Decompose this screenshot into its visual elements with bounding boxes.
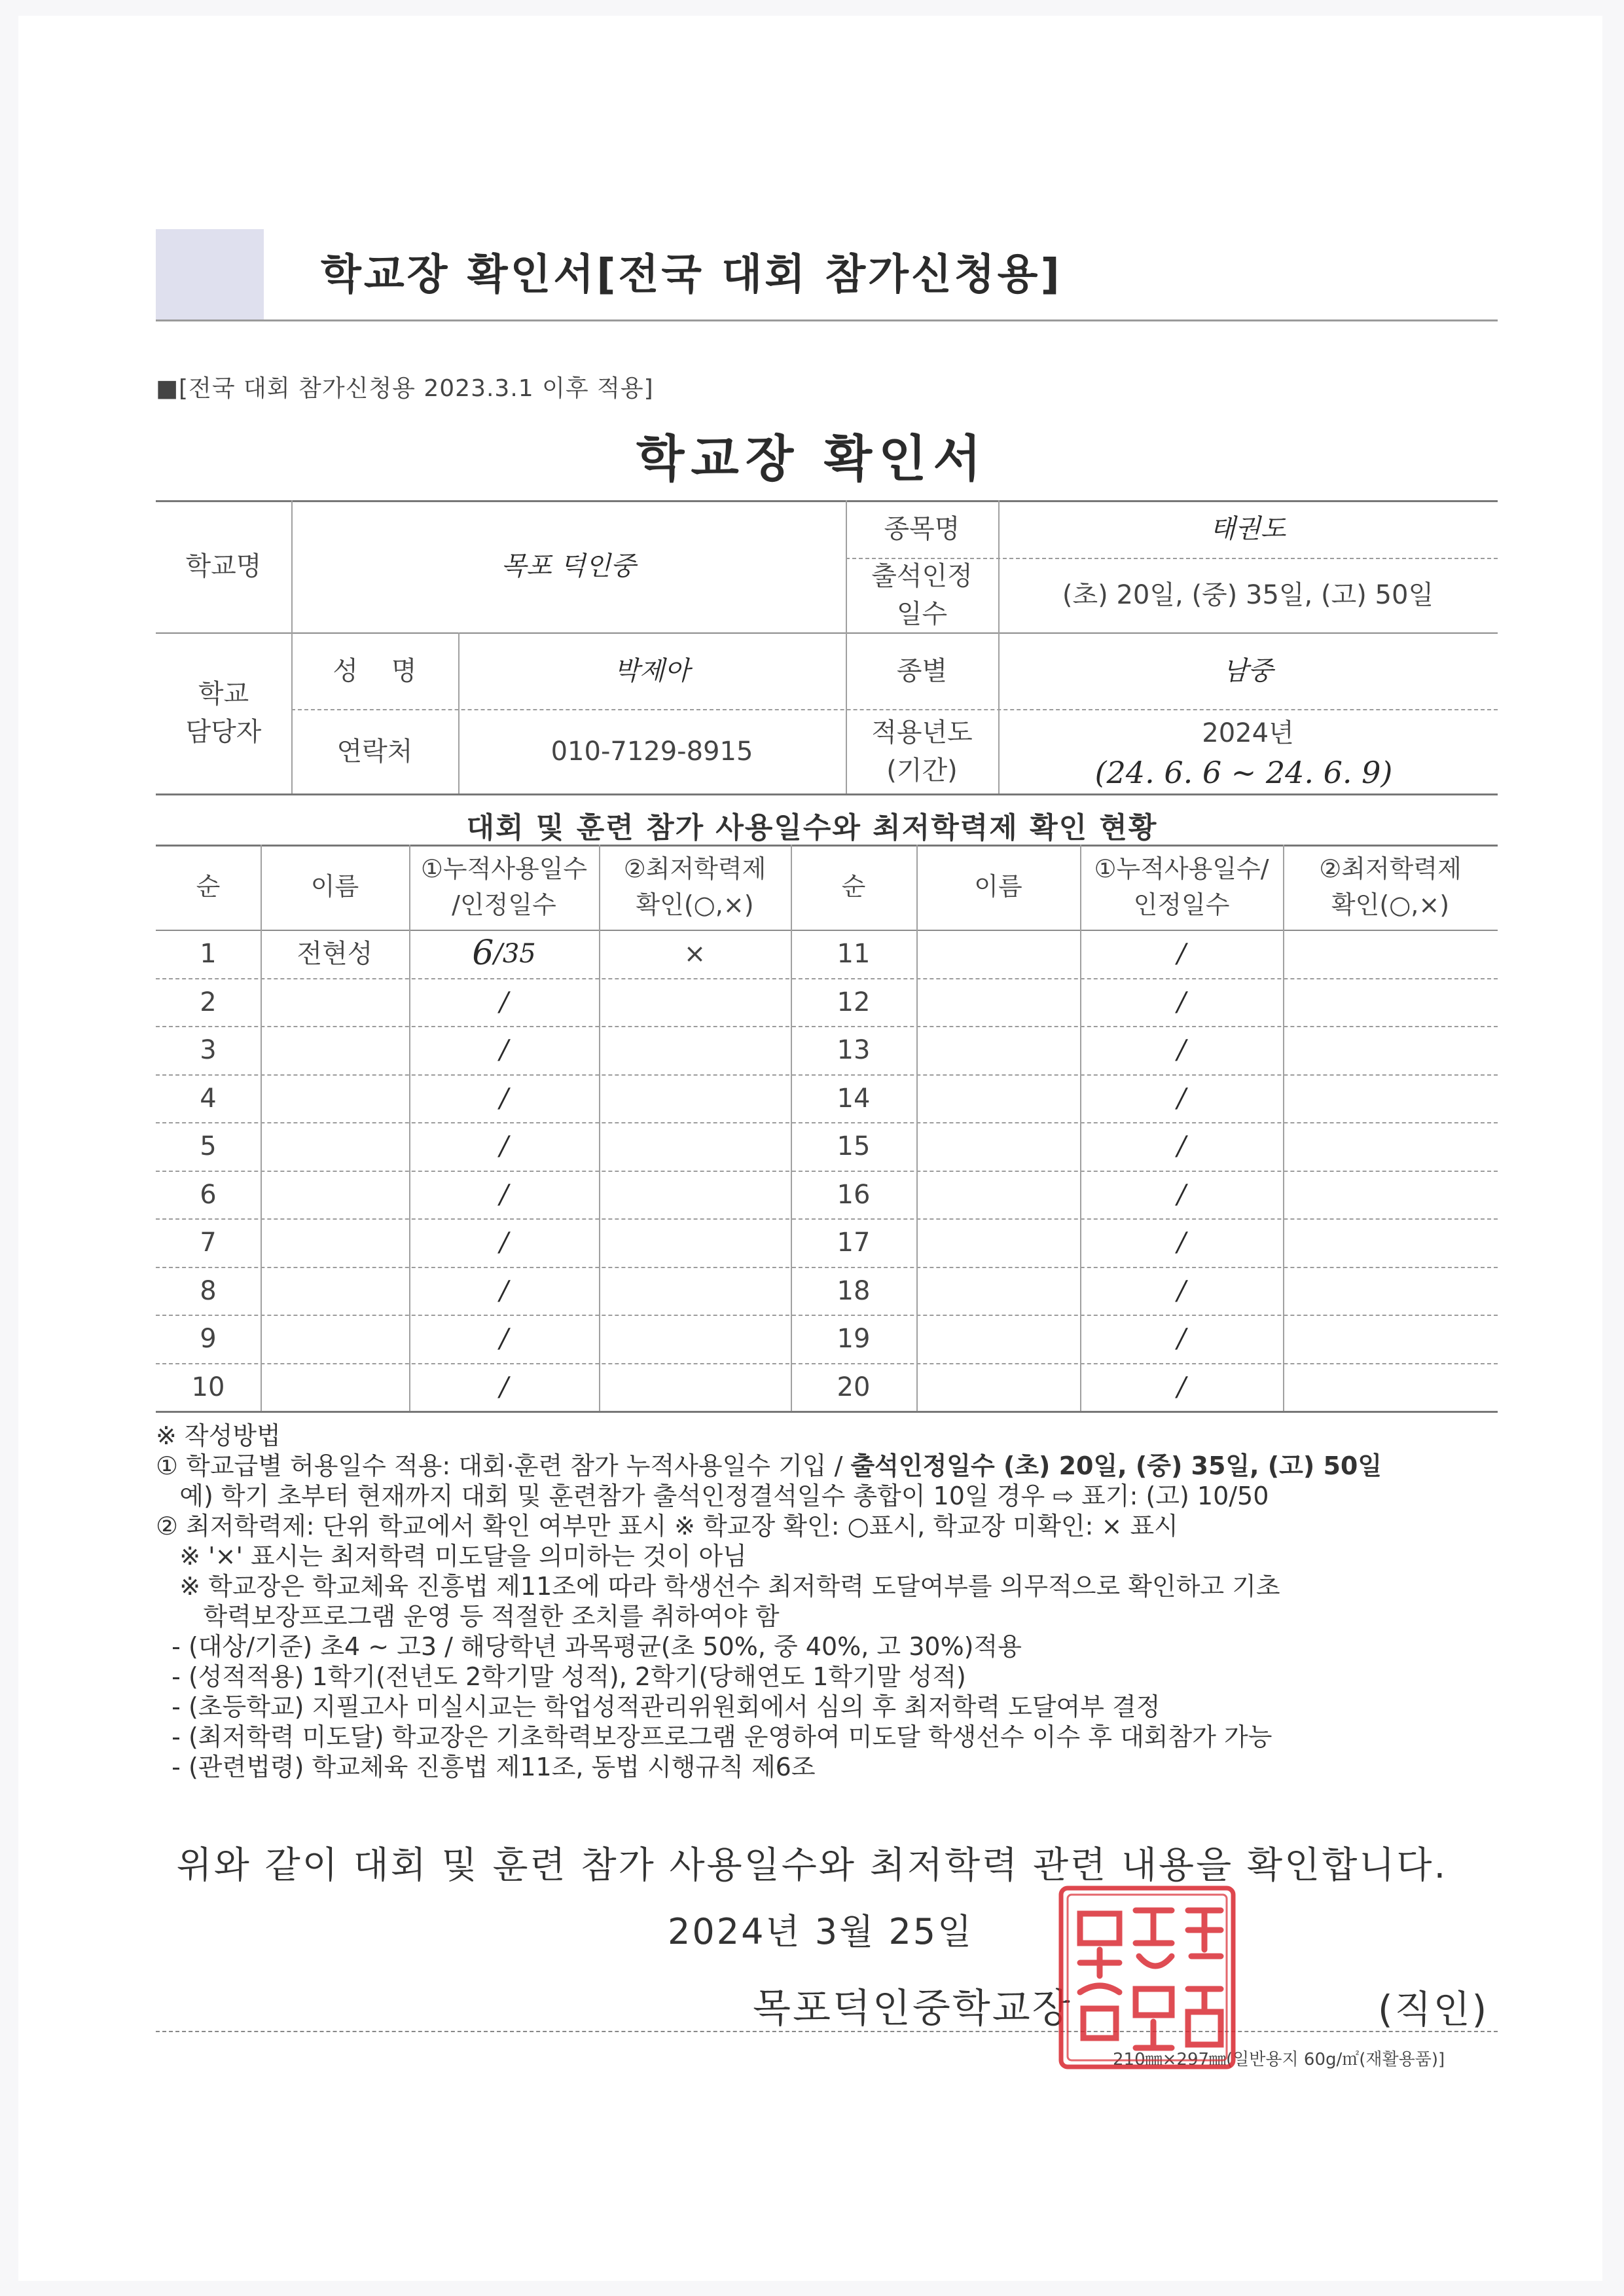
principal-signature-line: 목포덕인중학교장: [753, 1986, 1072, 2032]
row-days-total: /: [499, 1131, 509, 1161]
row-name: [261, 978, 409, 1027]
header-decor-block: [156, 229, 264, 321]
note-3: ※ '×' 표시는 최저학력 미도달을 의미하는 것이 아님: [156, 1542, 747, 1571]
row-check: [1283, 1218, 1498, 1267]
row-days-total: /: [499, 1180, 509, 1210]
row-check: [599, 1171, 791, 1219]
col-header-no: 순: [196, 872, 221, 902]
row-number: 19: [837, 1324, 871, 1354]
row-check: [599, 1363, 791, 1412]
row-check: [1283, 1171, 1498, 1219]
school-label: 학교명: [185, 551, 262, 581]
row-days: /: [1177, 1180, 1186, 1210]
row-name: [261, 1074, 409, 1123]
row-number: 17: [837, 1228, 871, 1258]
row-days: [409, 1122, 599, 1171]
row-days: [409, 1315, 599, 1363]
note-2: ② 최저학력제: 단위 학교에서 확인 여부만 표시 ※ 학교장 확인: ○표시, 학교장 미확인: × 표시: [156, 1512, 1178, 1540]
form-subnote: ■[전국 대회 참가신청용 2023.3.1 이후 적용]: [156, 375, 654, 402]
notes-heading: ※ 작성방법: [156, 1421, 281, 1450]
row-name: [916, 1363, 1080, 1412]
row-name: [261, 1171, 409, 1219]
row-name: [261, 1315, 409, 1363]
row-number: 9: [200, 1324, 217, 1354]
col-header-check: ②최저학력제 확인(○,×): [1319, 854, 1462, 919]
row-number: 12: [837, 987, 871, 1017]
row-number: 16: [837, 1180, 871, 1210]
row-check: [599, 1026, 791, 1074]
row-days-total: /35: [494, 939, 536, 969]
row-name: [916, 930, 1080, 978]
note-8: - (초등학교) 지필고사 미실시교는 학업성적관리위원회에서 심의 후 최저학력 도달여부 결정: [156, 1692, 1161, 1721]
row-name: [916, 1218, 1080, 1267]
note-7: - (성적적용) 1학기(전년도 2학기말 성적), 2학기(당해연도 1학기말 성적): [156, 1662, 966, 1691]
row-name: [916, 978, 1080, 1027]
row-days: /: [1177, 987, 1186, 1017]
row-number: 6: [200, 1180, 217, 1210]
row-days: [409, 1267, 599, 1315]
row-check: [1283, 978, 1498, 1027]
confirmation-statement: 위와 같이 대회 및 훈련 참가 사용일수와 최저학력 관련 내용을 확인합니다.: [176, 1844, 1448, 1887]
row-days: /: [1177, 1324, 1186, 1354]
row-name: [916, 1074, 1080, 1123]
row-check: [599, 978, 791, 1027]
col-header-check: ②최저학력제 확인(○,×): [623, 854, 767, 919]
row-number: 8: [200, 1276, 217, 1306]
row-days: /: [1177, 1276, 1186, 1306]
row-days: [409, 1074, 599, 1123]
row-number: 15: [837, 1131, 871, 1161]
row-name: [261, 1026, 409, 1074]
row-name: [916, 1267, 1080, 1315]
row-name: [916, 1171, 1080, 1219]
row-days-total: /: [499, 987, 509, 1017]
attendance-value: (초) 20일, (중) 35일, (고) 50일: [1062, 580, 1434, 610]
row-days: [409, 978, 599, 1027]
document-title: 학교장 확인서: [636, 429, 988, 488]
row-check: [1283, 1122, 1498, 1171]
usage-table-title: 대회 및 훈련 참가 사용일수와 최저학력제 확인 현황: [466, 811, 1158, 845]
seal-label: (직인): [1378, 1987, 1489, 2032]
form-header-title: 학교장 확인서[전국 대회 참가신청용]: [321, 251, 1062, 299]
row-number: 13: [837, 1035, 871, 1065]
name-value: 박제아: [614, 655, 690, 686]
note-5: 학력보장프로그램 운영 등 적절한 조치를 취하여야 함: [156, 1602, 780, 1631]
row-number: 11: [837, 939, 871, 969]
row-number: 7: [200, 1228, 217, 1258]
row-days-total: /: [499, 1084, 509, 1114]
row-days: /: [1177, 939, 1186, 969]
instructions: [156, 1421, 1511, 1782]
col-header-no: 순: [841, 872, 866, 902]
row-check: [599, 1218, 791, 1267]
row-name: [916, 1315, 1080, 1363]
footer-divider: [156, 2031, 1498, 2032]
contact-value: 010-7129-8915: [550, 736, 753, 767]
row-number: 14: [837, 1084, 871, 1114]
attendance-label: 출석인정 일수: [871, 561, 973, 629]
col-header-days: ①누적사용일수/ 인정일수: [1094, 854, 1269, 919]
note-1b: 출석인정일수 (초) 20일, (중) 35일, (고) 50일: [850, 1451, 1382, 1480]
row-days: [409, 1171, 599, 1219]
row-days: [409, 1026, 599, 1074]
row-days-total: /: [499, 1324, 509, 1354]
row-name: [261, 1122, 409, 1171]
note-6: - (대상/기준) 초4 ~ 고3 / 해당학년 과목평균(초 50%, 중 40%, 고 30%)적용: [156, 1632, 1022, 1661]
year-value: 2024년: [1202, 718, 1294, 748]
row-name: [261, 1363, 409, 1412]
gender-value: 남중: [1222, 655, 1274, 686]
school-value: 목포 덕인중: [501, 551, 636, 581]
row-name: [916, 1026, 1080, 1074]
note-1c: 예) 학기 초부터 현재까지 대회 및 훈련참가 출석인정결석일수 총합이 10일 경우 ⇨ 표기: (고) 10/50: [156, 1482, 1269, 1510]
row-number: 1: [200, 939, 217, 969]
row-name: [261, 1218, 409, 1267]
row-days: [409, 1363, 599, 1412]
contact-label: 연락처: [336, 736, 413, 767]
row-number: 2: [200, 987, 217, 1017]
col-header-name: 이름: [310, 872, 359, 902]
row-days-used: 6: [472, 934, 494, 974]
row-check: [599, 1122, 791, 1171]
row-days: /: [1177, 1035, 1186, 1065]
manager-label: 학교 담당자: [185, 679, 262, 747]
sport-value: 태권도: [1210, 514, 1286, 544]
row-check: ×: [683, 939, 706, 969]
row-days-total: /: [499, 1035, 509, 1065]
row-name: 전현성: [297, 939, 373, 969]
note-1a: ① 학교급별 허용일수 적용: 대회·훈련 참가 누적사용일수 기입 /: [156, 1451, 851, 1480]
official-seal-stamp: [1057, 1884, 1237, 2071]
sport-label: 종목명: [884, 514, 960, 544]
note-10: - (관련법령) 학교체육 진흥법 제11조, 동법 시행규칙 제6조: [156, 1753, 816, 1781]
row-number: 10: [191, 1372, 225, 1402]
row-check: [1283, 1267, 1498, 1315]
row-days-total: /: [499, 1372, 509, 1402]
row-check: [1283, 1315, 1498, 1363]
row-number: 18: [837, 1276, 871, 1306]
row-check: [1283, 1074, 1498, 1123]
note-9: - (최저학력 미도달) 학교장은 기초학력보장프로그램 운영하여 미도달 학생선수 이수 후 대회참가 가능: [156, 1722, 1272, 1751]
paper-spec: 210㎜×297㎜(일반용지 60g/㎡(재활용품)]: [1113, 2050, 1445, 2069]
row-days-total: /: [499, 1228, 509, 1258]
row-days-total: /: [499, 1276, 509, 1306]
row-days: /: [1177, 1084, 1186, 1114]
note-line: [156, 1451, 1511, 1481]
row-check: [1283, 930, 1498, 978]
col-header-days: ①누적사용일수 /인정일수: [420, 854, 588, 919]
name-label: 성 명: [333, 655, 417, 686]
row-days: /: [1177, 1228, 1186, 1258]
row-days: [409, 1218, 599, 1267]
header-divider: [156, 319, 1498, 321]
row-days: /: [1177, 1372, 1186, 1402]
row-number: 4: [200, 1084, 217, 1114]
row-number: 3: [200, 1035, 217, 1065]
period-value: (24. 6. 6 ~ 24. 6. 9): [1094, 754, 1393, 790]
row-check: [599, 1074, 791, 1123]
row-check: [599, 1267, 791, 1315]
row-days: [409, 930, 599, 978]
row-name: [261, 1267, 409, 1315]
row-check: [1283, 1026, 1498, 1074]
note-4: ※ 학교장은 학교체육 진흥법 제11조에 따라 학생선수 최저학력 도달여부를 의무적으로 확인하고 기초: [156, 1572, 1280, 1601]
row-name: [916, 1122, 1080, 1171]
row-number: 5: [200, 1131, 217, 1161]
col-header-name: 이름: [974, 872, 1022, 902]
row-check: [599, 1315, 791, 1363]
row-check: [1283, 1363, 1498, 1412]
row-days: /: [1177, 1131, 1186, 1161]
row-number: 20: [837, 1372, 871, 1402]
gender-label: 종별: [896, 655, 948, 686]
year-label: 적용년도 (기간): [871, 717, 973, 786]
issue-date: 2024년 3월 25일: [668, 1911, 974, 1952]
